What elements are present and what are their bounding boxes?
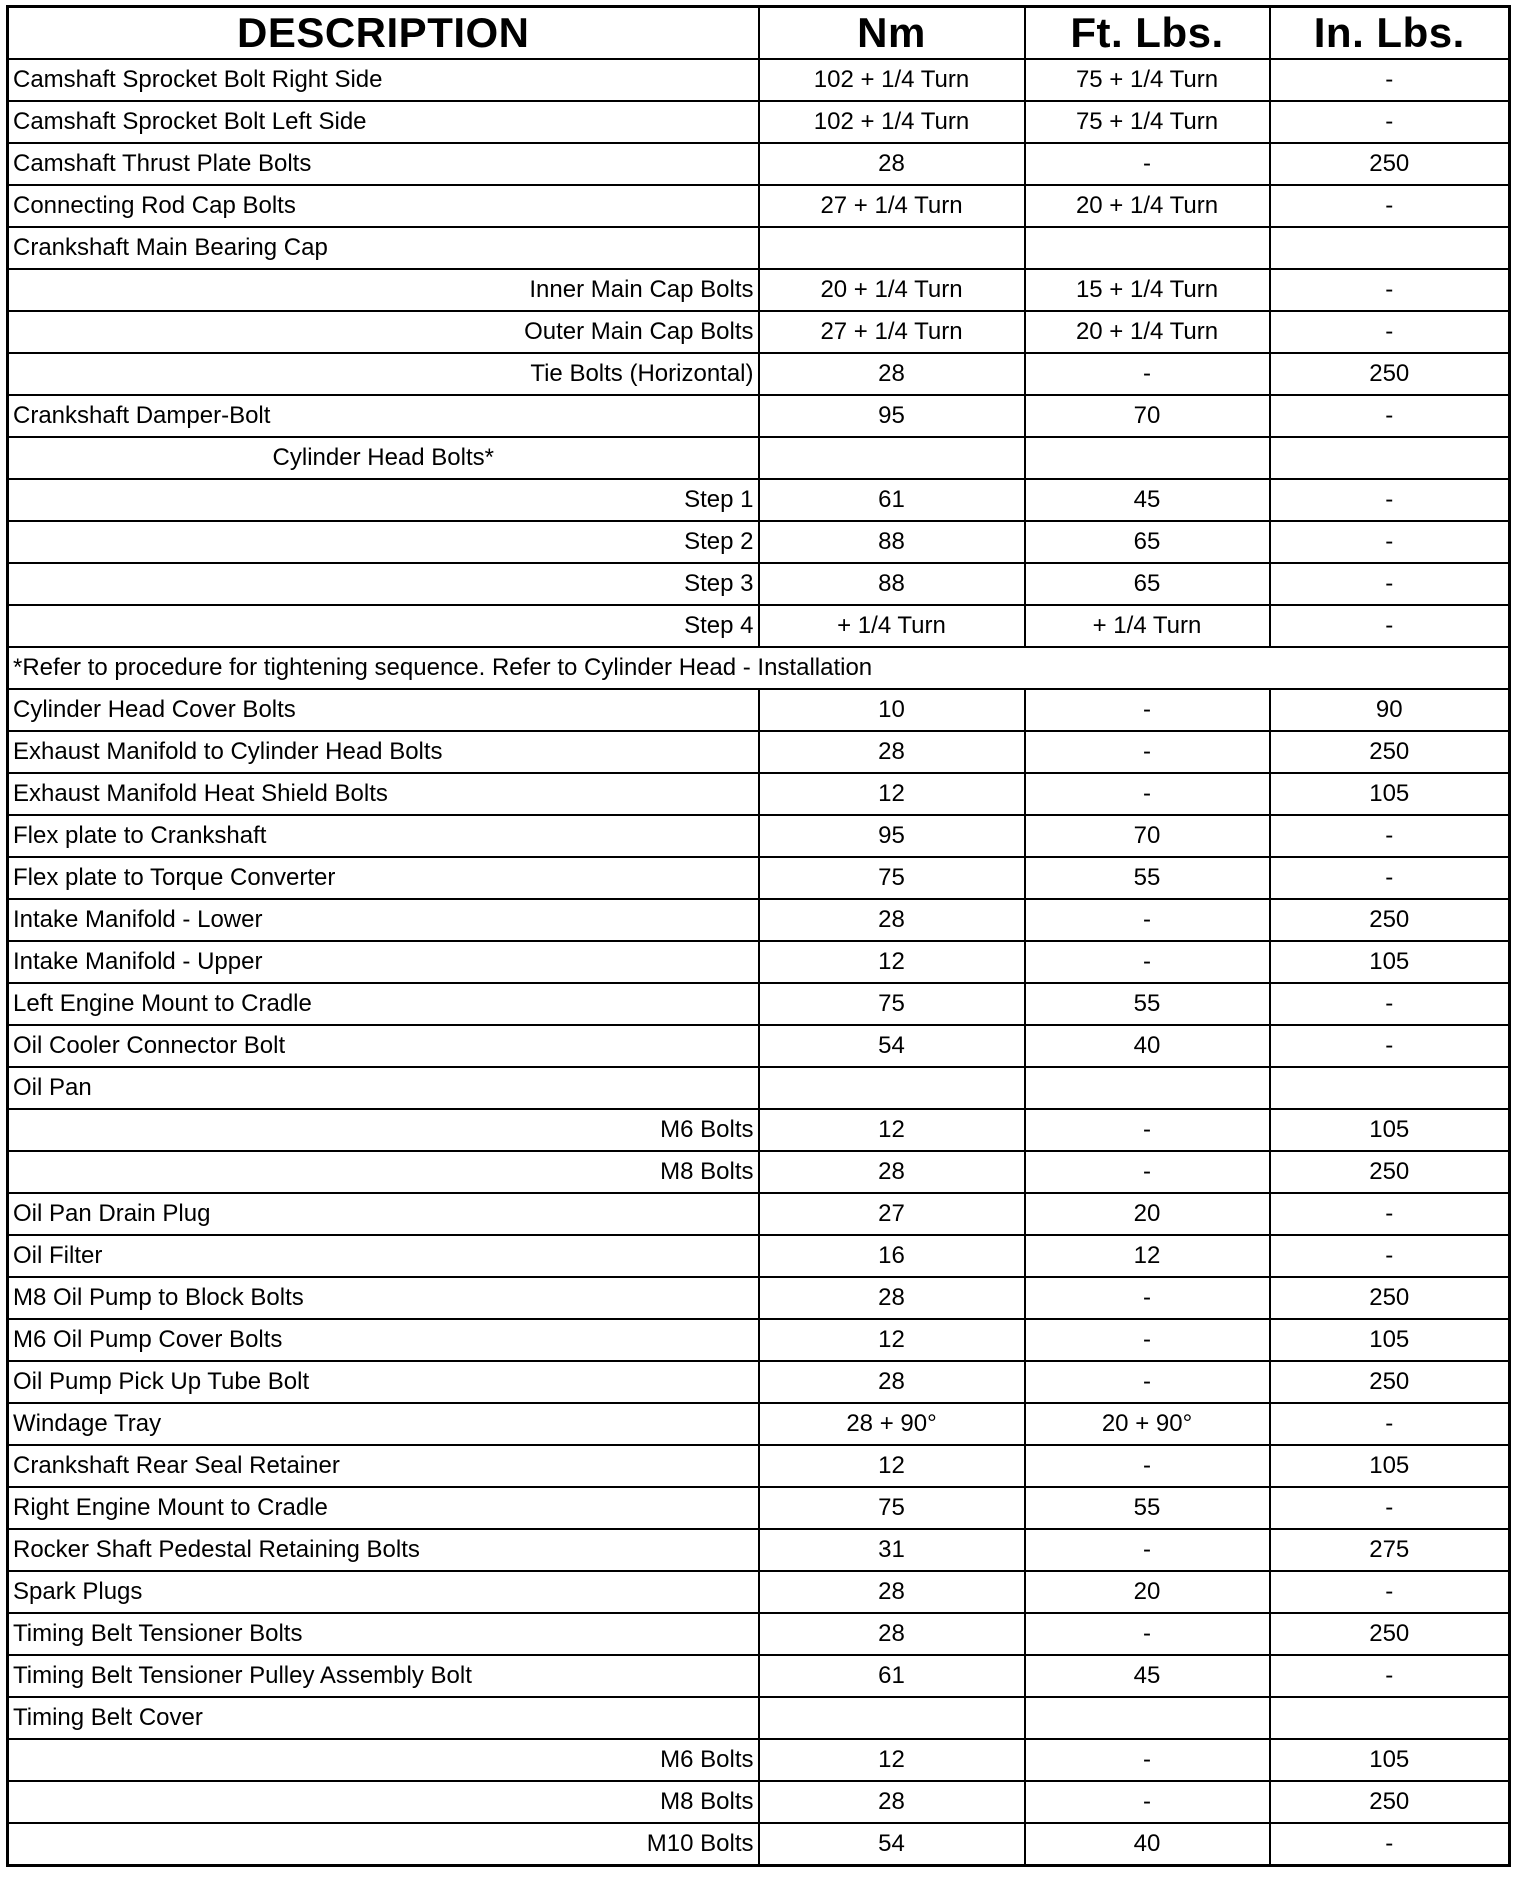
ft-lbs-value-cell: - [1025, 1319, 1270, 1361]
table-row [8, 815, 1510, 857]
in-lbs-value-cell: 105 [1270, 1109, 1510, 1151]
nm-value-cell: 28 [759, 143, 1025, 185]
in-lbs-value-cell [1270, 227, 1510, 269]
description-cell: Exhaust Manifold Heat Shield Bolts [8, 773, 759, 815]
nm-value-cell: 12 [759, 1109, 1025, 1151]
table-row [8, 437, 1510, 479]
description-cell: Oil Cooler Connector Bolt [8, 1025, 759, 1067]
in-lbs-value-cell: 250 [1270, 1151, 1510, 1193]
ft-lbs-value-cell: 45 [1025, 479, 1270, 521]
in-lbs-value-cell: - [1270, 1235, 1510, 1277]
table-row [8, 605, 1510, 647]
ft-lbs-value-cell: 15 + 1/4 Turn [1025, 269, 1270, 311]
table-row [8, 1571, 1510, 1613]
table-row [8, 899, 1510, 941]
table-row [8, 311, 1510, 353]
nm-value-cell [759, 437, 1025, 479]
in-lbs-value-cell: - [1270, 605, 1510, 647]
nm-value-cell: 28 [759, 1613, 1025, 1655]
description-cell: Oil Pan [8, 1067, 759, 1109]
description-cell: M8 Bolts [8, 1151, 759, 1193]
ft-lbs-value-cell: 55 [1025, 1487, 1270, 1529]
nm-value-cell: 27 + 1/4 Turn [759, 311, 1025, 353]
nm-value-cell: 102 + 1/4 Turn [759, 101, 1025, 143]
nm-value-cell: 61 [759, 1655, 1025, 1697]
ft-lbs-value-cell: 65 [1025, 563, 1270, 605]
header-ft-lbs: Ft. Lbs. [1025, 7, 1270, 60]
description-cell: Step 3 [8, 563, 759, 605]
table-row [8, 1109, 1510, 1151]
table-row [8, 59, 1510, 101]
nm-value-cell: 95 [759, 815, 1025, 857]
in-lbs-value-cell: 275 [1270, 1529, 1510, 1571]
nm-value-cell: 12 [759, 1445, 1025, 1487]
description-cell: Outer Main Cap Bolts [8, 311, 759, 353]
ft-lbs-value-cell: 20 [1025, 1193, 1270, 1235]
ft-lbs-value-cell: - [1025, 353, 1270, 395]
in-lbs-value-cell [1270, 437, 1510, 479]
in-lbs-value-cell: - [1270, 101, 1510, 143]
in-lbs-value-cell: 90 [1270, 689, 1510, 731]
ft-lbs-value-cell: 70 [1025, 395, 1270, 437]
description-cell: Oil Pump Pick Up Tube Bolt [8, 1361, 759, 1403]
nm-value-cell: 16 [759, 1235, 1025, 1277]
nm-value-cell: 20 + 1/4 Turn [759, 269, 1025, 311]
ft-lbs-value-cell: + 1/4 Turn [1025, 605, 1270, 647]
description-cell: Cylinder Head Bolts* [8, 437, 759, 479]
in-lbs-value-cell: - [1270, 1823, 1510, 1866]
in-lbs-value-cell: - [1270, 857, 1510, 899]
ft-lbs-value-cell: 75 + 1/4 Turn [1025, 101, 1270, 143]
description-cell: Rocker Shaft Pedestal Retaining Bolts [8, 1529, 759, 1571]
nm-value-cell: 10 [759, 689, 1025, 731]
table-row [8, 773, 1510, 815]
in-lbs-value-cell [1270, 1697, 1510, 1739]
nm-value-cell: 61 [759, 479, 1025, 521]
table-row [8, 1781, 1510, 1823]
in-lbs-value-cell: - [1270, 1403, 1510, 1445]
nm-value-cell: 28 [759, 731, 1025, 773]
table-row [8, 227, 1510, 269]
in-lbs-value-cell: - [1270, 1571, 1510, 1613]
ft-lbs-value-cell: 40 [1025, 1823, 1270, 1866]
ft-lbs-value-cell: 12 [1025, 1235, 1270, 1277]
in-lbs-value-cell: 250 [1270, 1613, 1510, 1655]
ft-lbs-value-cell [1025, 227, 1270, 269]
in-lbs-value-cell: 105 [1270, 1319, 1510, 1361]
nm-value-cell: 28 [759, 353, 1025, 395]
description-cell: M8 Bolts [8, 1781, 759, 1823]
nm-value-cell: 27 [759, 1193, 1025, 1235]
ft-lbs-value-cell: 70 [1025, 815, 1270, 857]
in-lbs-value-cell: - [1270, 815, 1510, 857]
nm-value-cell: 102 + 1/4 Turn [759, 59, 1025, 101]
table-row [8, 1445, 1510, 1487]
description-cell: M6 Oil Pump Cover Bolts [8, 1319, 759, 1361]
ft-lbs-value-cell: 55 [1025, 857, 1270, 899]
nm-value-cell: 12 [759, 941, 1025, 983]
nm-value-cell: 95 [759, 395, 1025, 437]
ft-lbs-value-cell: - [1025, 1277, 1270, 1319]
in-lbs-value-cell [1270, 1067, 1510, 1109]
table-row [8, 479, 1510, 521]
ft-lbs-value-cell: - [1025, 1445, 1270, 1487]
description-cell: Tie Bolts (Horizontal) [8, 353, 759, 395]
table-row [8, 857, 1510, 899]
table-row [8, 185, 1510, 227]
description-cell: Right Engine Mount to Cradle [8, 1487, 759, 1529]
ft-lbs-value-cell: 40 [1025, 1025, 1270, 1067]
description-cell: M8 Oil Pump to Block Bolts [8, 1277, 759, 1319]
ft-lbs-value-cell: - [1025, 689, 1270, 731]
table-row [8, 647, 1510, 689]
footnote-text: *Refer to procedure for tightening sequence. Refer to Cylinder Head - Installation [8, 647, 1510, 689]
table-row [8, 563, 1510, 605]
nm-value-cell: + 1/4 Turn [759, 605, 1025, 647]
ft-lbs-value-cell: 45 [1025, 1655, 1270, 1697]
nm-value-cell: 88 [759, 521, 1025, 563]
nm-value-cell: 28 [759, 1571, 1025, 1613]
in-lbs-value-cell: 105 [1270, 941, 1510, 983]
ft-lbs-value-cell: 20 + 1/4 Turn [1025, 311, 1270, 353]
nm-value-cell: 12 [759, 1739, 1025, 1781]
description-cell: Flex plate to Torque Converter [8, 857, 759, 899]
header-description: DESCRIPTION [8, 7, 759, 60]
ft-lbs-value-cell: - [1025, 1613, 1270, 1655]
ft-lbs-value-cell: 20 [1025, 1571, 1270, 1613]
description-cell: Intake Manifold - Upper [8, 941, 759, 983]
table-row [8, 1361, 1510, 1403]
ft-lbs-value-cell [1025, 437, 1270, 479]
description-cell: Flex plate to Crankshaft [8, 815, 759, 857]
description-cell: Camshaft Sprocket Bolt Right Side [8, 59, 759, 101]
table-row [8, 1319, 1510, 1361]
ft-lbs-value-cell [1025, 1697, 1270, 1739]
table-row [8, 983, 1510, 1025]
nm-value-cell: 88 [759, 563, 1025, 605]
description-cell: Inner Main Cap Bolts [8, 269, 759, 311]
table-row [8, 1193, 1510, 1235]
in-lbs-value-cell: - [1270, 59, 1510, 101]
in-lbs-value-cell: 250 [1270, 731, 1510, 773]
in-lbs-value-cell: - [1270, 983, 1510, 1025]
table-row [8, 1235, 1510, 1277]
ft-lbs-value-cell: 75 + 1/4 Turn [1025, 59, 1270, 101]
description-cell: Camshaft Sprocket Bolt Left Side [8, 101, 759, 143]
nm-value-cell: 75 [759, 983, 1025, 1025]
ft-lbs-value-cell: - [1025, 143, 1270, 185]
ft-lbs-value-cell: - [1025, 731, 1270, 773]
nm-value-cell: 12 [759, 1319, 1025, 1361]
header-nm: Nm [759, 7, 1025, 60]
description-cell: Windage Tray [8, 1403, 759, 1445]
description-cell: Spark Plugs [8, 1571, 759, 1613]
description-cell: Oil Filter [8, 1235, 759, 1277]
in-lbs-value-cell: - [1270, 185, 1510, 227]
nm-value-cell: 12 [759, 773, 1025, 815]
nm-value-cell [759, 1697, 1025, 1739]
table-row [8, 1739, 1510, 1781]
table-row [8, 1697, 1510, 1739]
description-cell: M6 Bolts [8, 1109, 759, 1151]
table-row [8, 1403, 1510, 1445]
ft-lbs-value-cell: - [1025, 941, 1270, 983]
description-cell: Camshaft Thrust Plate Bolts [8, 143, 759, 185]
torque-specification-table [6, 5, 1511, 1867]
nm-value-cell: 28 [759, 1277, 1025, 1319]
description-cell: Timing Belt Cover [8, 1697, 759, 1739]
ft-lbs-value-cell: - [1025, 1739, 1270, 1781]
table-row [8, 1529, 1510, 1571]
description-cell: Crankshaft Rear Seal Retainer [8, 1445, 759, 1487]
in-lbs-value-cell: - [1270, 269, 1510, 311]
table-row [8, 731, 1510, 773]
table-row [8, 521, 1510, 563]
table-row [8, 395, 1510, 437]
nm-value-cell: 54 [759, 1823, 1025, 1866]
nm-value-cell: 28 [759, 1151, 1025, 1193]
description-cell: Cylinder Head Cover Bolts [8, 689, 759, 731]
description-cell: Timing Belt Tensioner Bolts [8, 1613, 759, 1655]
ft-lbs-value-cell: 20 + 90° [1025, 1403, 1270, 1445]
table-row [8, 1151, 1510, 1193]
ft-lbs-value-cell: 65 [1025, 521, 1270, 563]
table-row [8, 1067, 1510, 1109]
table-row [8, 1613, 1510, 1655]
table-row [8, 353, 1510, 395]
description-cell: Left Engine Mount to Cradle [8, 983, 759, 1025]
nm-value-cell: 75 [759, 1487, 1025, 1529]
description-cell: Connecting Rod Cap Bolts [8, 185, 759, 227]
in-lbs-value-cell: 250 [1270, 1277, 1510, 1319]
description-cell: Step 2 [8, 521, 759, 563]
description-cell: Crankshaft Damper-Bolt [8, 395, 759, 437]
table-row [8, 1823, 1510, 1866]
ft-lbs-value-cell: 55 [1025, 983, 1270, 1025]
ft-lbs-value-cell: 20 + 1/4 Turn [1025, 185, 1270, 227]
in-lbs-value-cell: - [1270, 311, 1510, 353]
header-in-lbs: In. Lbs. [1270, 7, 1510, 60]
nm-value-cell: 54 [759, 1025, 1025, 1067]
in-lbs-value-cell: 250 [1270, 143, 1510, 185]
description-cell: Crankshaft Main Bearing Cap [8, 227, 759, 269]
ft-lbs-value-cell: - [1025, 1109, 1270, 1151]
in-lbs-value-cell: - [1270, 521, 1510, 563]
description-cell: Exhaust Manifold to Cylinder Head Bolts [8, 731, 759, 773]
table-row [8, 941, 1510, 983]
nm-value-cell: 28 + 90° [759, 1403, 1025, 1445]
description-cell: Oil Pan Drain Plug [8, 1193, 759, 1235]
table-row [8, 143, 1510, 185]
in-lbs-value-cell: 250 [1270, 1781, 1510, 1823]
header-row [8, 7, 1510, 60]
ft-lbs-value-cell: - [1025, 1781, 1270, 1823]
table-row [8, 101, 1510, 143]
description-cell: Step 4 [8, 605, 759, 647]
table-body [8, 59, 1510, 1866]
nm-value-cell: 27 + 1/4 Turn [759, 185, 1025, 227]
nm-value-cell: 75 [759, 857, 1025, 899]
ft-lbs-value-cell: - [1025, 899, 1270, 941]
description-cell: Timing Belt Tensioner Pulley Assembly Bolt [8, 1655, 759, 1697]
in-lbs-value-cell: - [1270, 1025, 1510, 1067]
nm-value-cell: 28 [759, 1781, 1025, 1823]
ft-lbs-value-cell: - [1025, 773, 1270, 815]
in-lbs-value-cell: - [1270, 1487, 1510, 1529]
ft-lbs-value-cell [1025, 1067, 1270, 1109]
description-cell: Step 1 [8, 479, 759, 521]
in-lbs-value-cell: - [1270, 1655, 1510, 1697]
in-lbs-value-cell: 105 [1270, 1445, 1510, 1487]
in-lbs-value-cell: - [1270, 395, 1510, 437]
table-row [8, 269, 1510, 311]
in-lbs-value-cell: 250 [1270, 899, 1510, 941]
nm-value-cell: 28 [759, 899, 1025, 941]
ft-lbs-value-cell: - [1025, 1151, 1270, 1193]
nm-value-cell [759, 1067, 1025, 1109]
in-lbs-value-cell: - [1270, 563, 1510, 605]
table-row [8, 1025, 1510, 1067]
description-cell: Intake Manifold - Lower [8, 899, 759, 941]
in-lbs-value-cell: 250 [1270, 353, 1510, 395]
nm-value-cell [759, 227, 1025, 269]
description-cell: M6 Bolts [8, 1739, 759, 1781]
table-row [8, 1655, 1510, 1697]
in-lbs-value-cell: - [1270, 479, 1510, 521]
ft-lbs-value-cell: - [1025, 1529, 1270, 1571]
in-lbs-value-cell: 250 [1270, 1361, 1510, 1403]
table-row [8, 1277, 1510, 1319]
in-lbs-value-cell: 105 [1270, 1739, 1510, 1781]
description-cell: M10 Bolts [8, 1823, 759, 1866]
table-row [8, 1487, 1510, 1529]
ft-lbs-value-cell: - [1025, 1361, 1270, 1403]
in-lbs-value-cell: - [1270, 1193, 1510, 1235]
nm-value-cell: 31 [759, 1529, 1025, 1571]
in-lbs-value-cell: 105 [1270, 773, 1510, 815]
nm-value-cell: 28 [759, 1361, 1025, 1403]
table-row [8, 689, 1510, 731]
